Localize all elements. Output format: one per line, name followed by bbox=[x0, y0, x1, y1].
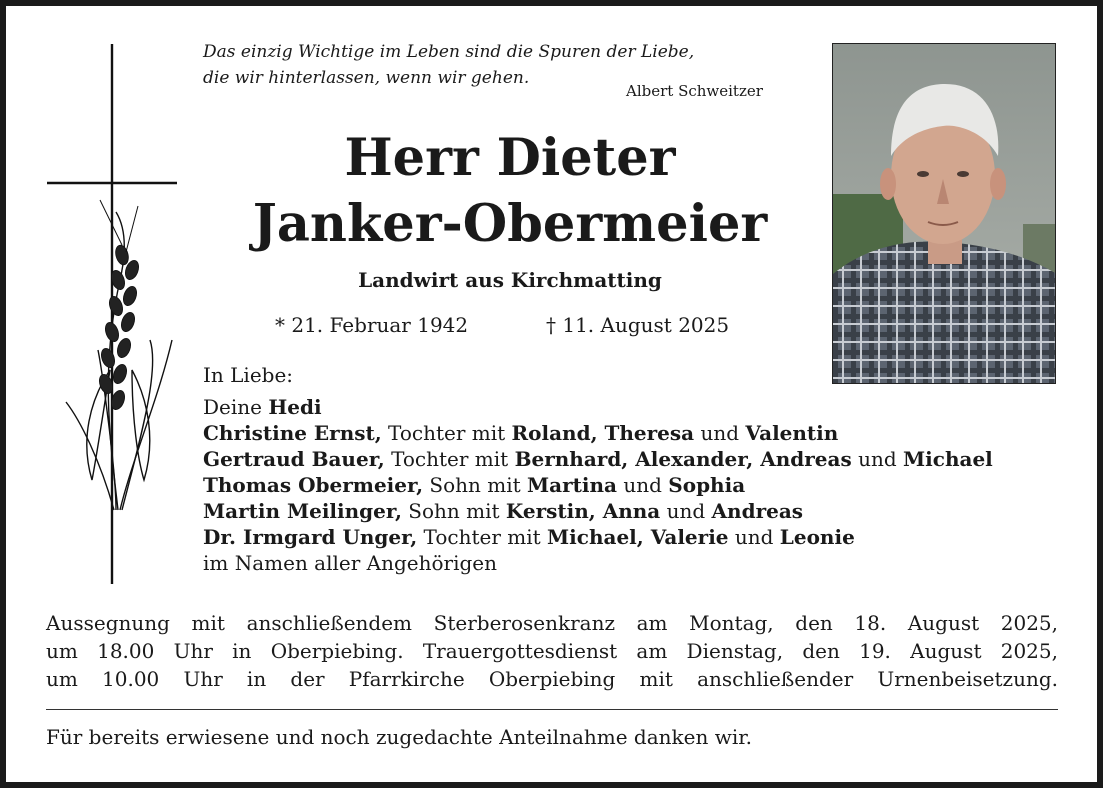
mourner-line bbox=[203, 524, 1083, 550]
mourner-name: Gertraud Bauer, bbox=[203, 447, 385, 471]
mourner-line bbox=[203, 420, 1083, 446]
mourner-line bbox=[203, 472, 1083, 498]
quote-line-2: die wir hinterlassen, wenn wir gehen. bbox=[203, 68, 530, 88]
mourner-name: Michael bbox=[903, 447, 993, 471]
mourner-lines bbox=[203, 394, 1083, 576]
mourner-text: Tochter mit bbox=[384, 447, 515, 471]
thanks-note: Für bereits erwiesene und noch zugedachte Anteilnahme danken wir. bbox=[46, 725, 752, 749]
mourner-line bbox=[203, 446, 1083, 472]
mourner-text: und bbox=[728, 525, 780, 549]
mourner-text: Sohn mit bbox=[423, 473, 528, 497]
mourner-name: Christine Ernst, bbox=[203, 421, 382, 445]
mourner-line bbox=[203, 550, 1083, 576]
mourner-name: Leonie bbox=[779, 525, 855, 549]
divider bbox=[46, 709, 1058, 710]
mourner-name: Andreas bbox=[711, 499, 804, 523]
mourner-name: Hedi bbox=[268, 395, 322, 419]
mourner-name: Thomas Obermeier, bbox=[203, 473, 424, 497]
deceased-name-line-2: Janker-Obermeier bbox=[252, 194, 768, 254]
mourner-name: Kerstin, Anna bbox=[505, 499, 661, 523]
mourner-name: Bernhard, Alexander, Andreas bbox=[514, 447, 852, 471]
mourner-name: Sophia bbox=[668, 473, 746, 497]
deceased-occupation: Landwirt aus Kirchmatting bbox=[358, 268, 662, 292]
mourner-text: im Namen aller Angehörigen bbox=[203, 551, 498, 575]
mourner-line bbox=[203, 394, 1083, 420]
mourners-list bbox=[203, 362, 1083, 576]
mourners-intro: In Liebe: bbox=[203, 363, 294, 387]
mourner-name: Valentin bbox=[745, 421, 839, 445]
mourner-text: und bbox=[851, 447, 904, 471]
quote-author: Albert Schweitzer bbox=[626, 82, 763, 100]
mourner-text: Tochter mit bbox=[417, 525, 548, 549]
death-date: † 11. August 2025 bbox=[546, 313, 730, 337]
mourner-name: Martina bbox=[527, 473, 617, 497]
cross-with-wheat-icon bbox=[40, 40, 190, 588]
mourner-name: Michael, Valerie bbox=[547, 525, 729, 549]
service-line-3: um 10.00 Uhr in der Pfarrkirche Oberpiebing mit anschließender Urnenbeisetzung. bbox=[46, 667, 1058, 691]
mourner-text: Sohn mit bbox=[401, 499, 506, 523]
mourner-text: und bbox=[660, 499, 712, 523]
mourner-text: und bbox=[617, 473, 669, 497]
service-line-2: um 18.00 Uhr in Oberpiebing. Trauergottesdienst am Dienstag, den 19. August 2025, bbox=[46, 639, 1058, 663]
quote-line-1: Das einzig Wichtige im Leben sind die Spuren der Liebe, bbox=[203, 42, 695, 62]
service-info bbox=[46, 609, 1058, 693]
mourner-name: Roland, Theresa bbox=[511, 421, 695, 445]
mourner-name: Martin Meilinger, bbox=[203, 499, 402, 523]
service-line-1: Aussegnung mit anschließendem Sterberosenkranz am Montag, den 18. August 2025, bbox=[46, 611, 1058, 635]
mourner-text: Deine bbox=[203, 395, 269, 419]
deceased-name-line-1: Herr Dieter bbox=[344, 128, 676, 188]
mourner-name: Dr. Irmgard Unger, bbox=[203, 525, 418, 549]
portrait-photo bbox=[832, 43, 1056, 384]
birth-date: * 21. Februar 1942 bbox=[275, 313, 469, 337]
mourner-text: und bbox=[694, 421, 746, 445]
mourner-text: Tochter mit bbox=[381, 421, 512, 445]
mourner-line bbox=[203, 498, 1083, 524]
